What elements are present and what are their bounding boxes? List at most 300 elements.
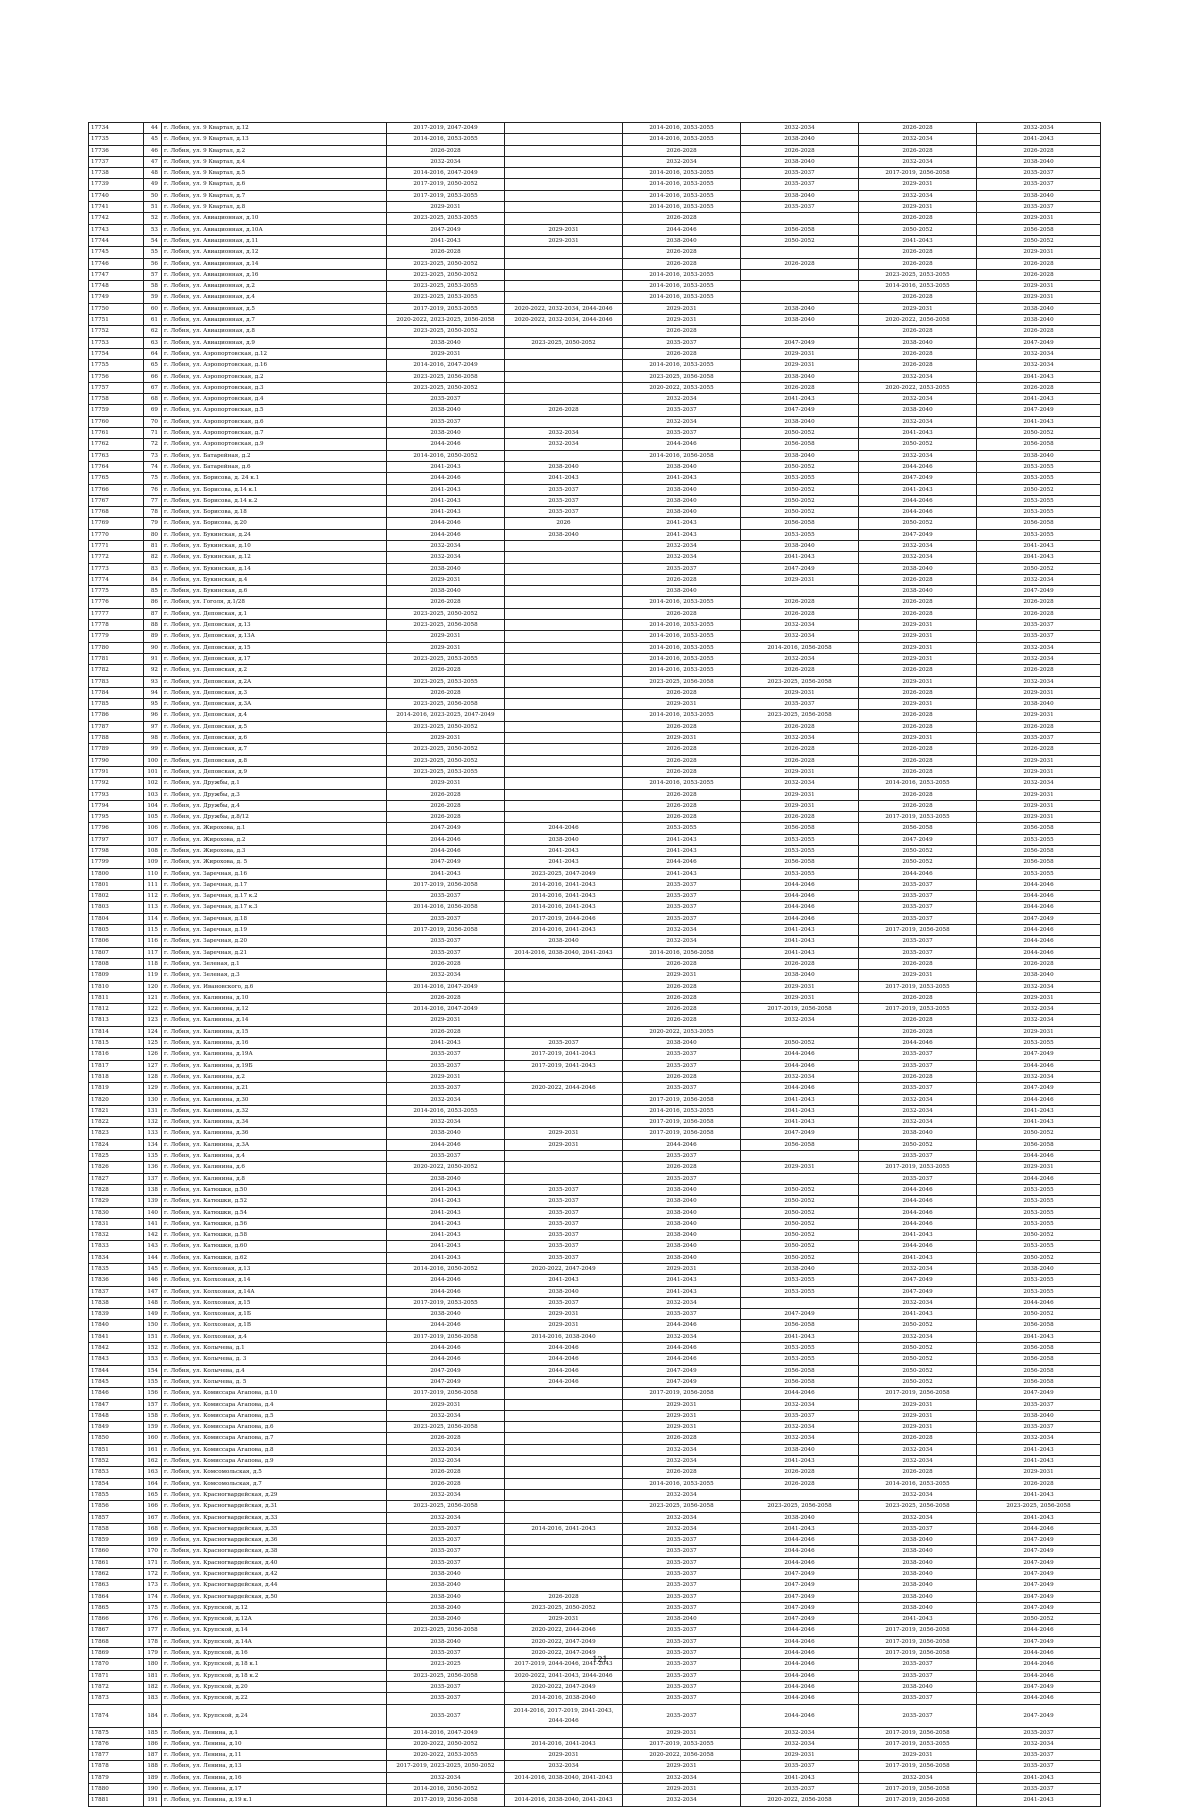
period-cell: 2017-2019, 2041-2043 [505, 1049, 623, 1060]
period-cell: 2050-2052 [859, 1365, 977, 1376]
period-cell: 2032-2034 [977, 360, 1101, 371]
period-cell: 2035-2037 [623, 428, 741, 439]
table-row [89, 733, 1101, 744]
address-cell: г. Лобня, ул. Заречная, д.17 к.2 [162, 891, 387, 902]
address-cell: г. Лобня, ул. 9 Квартал, д.8 [162, 202, 387, 213]
period-cell: 2032-2034 [977, 1004, 1101, 1015]
period-cell [505, 179, 623, 190]
row-number: 175 [144, 1602, 162, 1613]
period-cell [741, 247, 859, 258]
period-cell: 2029-2031 [741, 981, 859, 992]
address-cell: г. Лобня, ул. Аэропортовская, д.9 [162, 439, 387, 450]
period-cell: 2032-2034 [859, 416, 977, 427]
period-cell: 2026-2028 [859, 755, 977, 766]
period-cell: 2044-2046 [977, 1151, 1101, 1162]
table-row [89, 507, 1101, 518]
row-id: 17760 [89, 416, 144, 427]
address-cell: г. Лобня, ул. Колхозная, д.4 [162, 1331, 387, 1342]
row-id: 17795 [89, 812, 144, 823]
address-cell: г. Лобня, ул. Авиационная, д.10А [162, 224, 387, 235]
period-cell: 2044-2046 [977, 879, 1101, 890]
period-cell: 2053-2055 [741, 846, 859, 857]
period-cell: 2014-2016, 2041-2043 [505, 1523, 623, 1534]
table-row [89, 631, 1101, 642]
address-cell: г. Лобня, ул. Борисова, д. 24 к.1 [162, 473, 387, 484]
period-cell: 2035-2037 [977, 733, 1101, 744]
period-cell: 2038-2040 [623, 484, 741, 495]
period-cell: 2044-2046 [977, 925, 1101, 936]
period-cell: 2026-2028 [741, 145, 859, 156]
address-cell: г. Лобня, ул. Авиационная, д.14 [162, 258, 387, 269]
period-cell: 2041-2043 [505, 1275, 623, 1286]
period-cell: 2017-2019, 2053-2055 [859, 981, 977, 992]
row-number: 104 [144, 800, 162, 811]
table-row [89, 1602, 1101, 1613]
period-cell: 2032-2034 [741, 123, 859, 134]
period-cell: 2035-2037 [977, 1761, 1101, 1772]
table-row [89, 348, 1101, 359]
period-cell: 2017-2019, 2056-2058 [623, 1128, 741, 1139]
period-cell: 2035-2037 [387, 1083, 505, 1094]
period-cell: 2044-2046 [623, 1139, 741, 1150]
table-row [89, 190, 1101, 201]
period-cell: 2041-2043 [741, 1094, 859, 1105]
row-number: 75 [144, 473, 162, 484]
period-cell: 2026-2028 [387, 1478, 505, 1489]
period-cell: 2026-2028 [859, 608, 977, 619]
period-cell: 2014-2016, 2053-2055 [623, 360, 741, 371]
period-cell: 2029-2031 [387, 574, 505, 585]
period-cell: 2038-2040 [505, 936, 623, 947]
period-cell: 2014-2016, 2053-2055 [623, 665, 741, 676]
period-cell: 2038-2040 [387, 1602, 505, 1613]
period-cell: 2050-2052 [977, 1614, 1101, 1625]
period-cell: 2032-2034 [387, 1456, 505, 1467]
table-row [89, 1365, 1101, 1376]
period-cell: 2044-2046 [387, 846, 505, 857]
period-cell: 2029-2031 [505, 235, 623, 246]
period-cell [505, 1478, 623, 1489]
row-id: 17806 [89, 936, 144, 947]
row-number: 141 [144, 1218, 162, 1229]
period-cell: 2038-2040 [977, 156, 1101, 167]
row-id: 17803 [89, 902, 144, 913]
period-cell: 2035-2037 [387, 1704, 505, 1727]
period-cell: 2026-2028 [859, 258, 977, 269]
period-cell: 2032-2034 [859, 134, 977, 145]
table-row [89, 405, 1101, 416]
period-cell [505, 1501, 623, 1512]
period-cell: 2023-2025, 2056-2058 [741, 710, 859, 721]
row-id: 17796 [89, 823, 144, 834]
period-cell: 2044-2046 [623, 439, 741, 450]
address-cell: г. Лобня, ул. Колычева, д.4 [162, 1365, 387, 1376]
period-cell: 2050-2052 [977, 1252, 1101, 1263]
period-cell: 2044-2046 [741, 1388, 859, 1399]
address-cell: г. Лобня, ул. Деповская, д.2А [162, 676, 387, 687]
period-cell: 2029-2031 [741, 800, 859, 811]
period-cell [505, 1410, 623, 1421]
row-number: 101 [144, 766, 162, 777]
row-number: 144 [144, 1252, 162, 1263]
row-id: 17834 [89, 1252, 144, 1263]
period-cell: 2035-2037 [623, 1151, 741, 1162]
period-cell: 2017-2019, 2056-2058 [623, 1094, 741, 1105]
period-cell: 2026-2028 [977, 958, 1101, 969]
row-id: 17826 [89, 1162, 144, 1173]
period-cell: 2056-2058 [741, 1320, 859, 1331]
period-cell: 2032-2034 [977, 1015, 1101, 1026]
period-cell: 2017-2019, 2050-2052 [387, 179, 505, 190]
period-cell [505, 958, 623, 969]
period-cell: 2029-2031 [623, 970, 741, 981]
period-cell: 2014-2016, 2053-2055 [623, 179, 741, 190]
row-number: 48 [144, 168, 162, 179]
row-id: 17843 [89, 1354, 144, 1365]
period-cell: 2041-2043 [859, 235, 977, 246]
period-cell: 2035-2037 [623, 1546, 741, 1557]
period-cell: 2026-2028 [741, 1467, 859, 1478]
row-id: 17741 [89, 202, 144, 213]
period-cell [505, 755, 623, 766]
period-cell [505, 563, 623, 574]
row-number: 171 [144, 1557, 162, 1568]
period-cell: 2053-2055 [977, 1286, 1101, 1297]
period-cell: 2026-2028 [623, 812, 741, 823]
table-row [89, 1004, 1101, 1015]
period-cell: 2041-2043 [977, 540, 1101, 551]
period-cell: 2038-2040 [387, 1614, 505, 1625]
period-cell: 2044-2046 [741, 913, 859, 924]
period-cell: 2029-2031 [505, 1309, 623, 1320]
table-row [89, 269, 1101, 280]
table-row [89, 1117, 1101, 1128]
period-cell [505, 676, 623, 687]
period-cell: 2044-2046 [977, 902, 1101, 913]
period-cell: 2020-2022, 2056-2058 [623, 1750, 741, 1761]
period-cell: 2029-2031 [859, 202, 977, 213]
table-row [89, 1015, 1101, 1026]
row-id: 17837 [89, 1286, 144, 1297]
address-cell: г. Лобня, ул. Красногвардейская, д.50 [162, 1591, 387, 1602]
address-cell: г. Лобня, ул. Катюшки, д.62 [162, 1252, 387, 1263]
period-cell: 2035-2037 [741, 1410, 859, 1421]
period-cell: 2029-2031 [977, 1162, 1101, 1173]
period-cell: 2044-2046 [977, 891, 1101, 902]
row-number: 71 [144, 428, 162, 439]
period-cell: 2041-2043 [859, 1230, 977, 1241]
period-cell: 2035-2037 [505, 1196, 623, 1207]
table-row [89, 947, 1101, 958]
row-number: 70 [144, 416, 162, 427]
period-cell: 2014-2016, 2053-2055 [623, 281, 741, 292]
period-cell: 2026-2028 [623, 247, 741, 258]
period-cell: 2029-2031 [977, 292, 1101, 303]
period-cell: 2035-2037 [623, 1060, 741, 1071]
period-cell: 2014-2016, 2053-2055 [623, 597, 741, 608]
address-cell: г. Лобня, ул. Крупской, д.12А [162, 1614, 387, 1625]
period-cell: 2041-2043 [977, 371, 1101, 382]
address-cell: г. Лобня, ул. 9 Квартал, д.12 [162, 123, 387, 134]
period-cell [505, 1784, 623, 1795]
period-cell [505, 326, 623, 337]
period-cell: 2026-2028 [741, 597, 859, 608]
period-cell: 2023-2025, 2050-2052 [387, 258, 505, 269]
period-cell: 2041-2043 [741, 394, 859, 405]
row-id: 17772 [89, 552, 144, 563]
table-row [89, 1196, 1101, 1207]
table-row [89, 1591, 1101, 1602]
table-row [89, 202, 1101, 213]
period-cell: 2026-2028 [859, 326, 977, 337]
table-row [89, 235, 1101, 246]
period-cell: 2020-2022, 2032-2034, 2044-2046 [505, 315, 623, 326]
row-number: 122 [144, 1004, 162, 1015]
period-cell: 2044-2046 [741, 1625, 859, 1636]
address-cell: г. Лобня, ул. Крупской, д.14 [162, 1625, 387, 1636]
period-cell: 2020-2022, 2056-2058 [859, 315, 977, 326]
period-cell: 2044-2046 [387, 473, 505, 484]
period-cell: 2056-2058 [977, 846, 1101, 857]
period-cell: 2053-2055 [977, 1196, 1101, 1207]
address-cell: г. Лобня, ул. Крупской, д.12 [162, 1602, 387, 1613]
period-cell: 2032-2034 [859, 552, 977, 563]
row-id: 17746 [89, 258, 144, 269]
period-cell: 2041-2043 [741, 552, 859, 563]
period-cell: 2014-2016, 2050-2052 [387, 1263, 505, 1274]
row-number: 123 [144, 1015, 162, 1026]
row-id: 17751 [89, 315, 144, 326]
period-cell: 2041-2043 [859, 1614, 977, 1625]
period-cell: 2017-2019, 2056-2058 [623, 1117, 741, 1128]
address-cell: г. Лобня, ул. 9 Квартал, д.13 [162, 134, 387, 145]
period-cell: 2050-2052 [741, 461, 859, 472]
period-cell: 2035-2037 [387, 1546, 505, 1557]
period-cell: 2050-2052 [977, 563, 1101, 574]
table-row [89, 1399, 1101, 1410]
table-row [89, 371, 1101, 382]
period-cell: 2026-2028 [859, 789, 977, 800]
period-cell: 2050-2052 [859, 224, 977, 235]
table-row [89, 563, 1101, 574]
period-cell: 2026-2028 [387, 145, 505, 156]
period-cell: 2023-2025, 2050-2052 [387, 744, 505, 755]
period-cell: 2029-2031 [977, 992, 1101, 1003]
row-id: 17800 [89, 868, 144, 879]
period-cell [505, 1117, 623, 1128]
table-row [89, 1207, 1101, 1218]
table-row [89, 755, 1101, 766]
row-id: 17873 [89, 1693, 144, 1704]
row-number: 136 [144, 1162, 162, 1173]
row-id: 17752 [89, 326, 144, 337]
address-cell: г. Лобня, ул. Жирохова, д. 5 [162, 857, 387, 868]
period-cell [741, 269, 859, 280]
address-cell: г. Лобня, ул. Авиационная, д.5 [162, 303, 387, 314]
period-cell: 2032-2034 [977, 1738, 1101, 1749]
period-cell: 2032-2034 [741, 1727, 859, 1738]
period-cell: 2035-2037 [623, 1681, 741, 1692]
table-row [89, 653, 1101, 664]
period-cell: 2026-2028 [623, 981, 741, 992]
period-cell: 2032-2034 [741, 778, 859, 789]
row-number: 135 [144, 1151, 162, 1162]
period-cell: 2035-2037 [859, 1083, 977, 1094]
table-row [89, 1614, 1101, 1625]
period-cell: 2017-2019, 2056-2058 [623, 1388, 741, 1399]
period-cell: 2026-2028 [505, 405, 623, 416]
row-id: 17835 [89, 1263, 144, 1274]
row-id: 17742 [89, 213, 144, 224]
period-cell: 2032-2034 [859, 1456, 977, 1467]
address-cell: г. Лобня, ул. Калинина, д.8 [162, 1173, 387, 1184]
row-id: 17805 [89, 925, 144, 936]
period-cell: 2035-2037 [741, 1761, 859, 1772]
row-number: 150 [144, 1320, 162, 1331]
period-cell: 2056-2058 [977, 1343, 1101, 1354]
period-cell: 2020-2022, 2050-2052 [387, 1162, 505, 1173]
period-cell: 2038-2040 [977, 315, 1101, 326]
period-cell: 2050-2052 [741, 484, 859, 495]
table-row [89, 1083, 1101, 1094]
period-cell: 2050-2052 [977, 1128, 1101, 1139]
period-cell: 2050-2052 [741, 1184, 859, 1195]
period-cell: 2029-2031 [977, 710, 1101, 721]
address-cell: г. Лобня, ул. Борисова, д.20 [162, 518, 387, 529]
row-number: 57 [144, 269, 162, 280]
table-row [89, 156, 1101, 167]
period-cell: 2014-2016, 2047-2049 [387, 168, 505, 179]
period-cell [505, 778, 623, 789]
period-cell [505, 156, 623, 167]
period-cell [505, 1546, 623, 1557]
address-cell: г. Лобня, ул. Калинина, д.19Б [162, 1060, 387, 1071]
row-number: 172 [144, 1569, 162, 1580]
period-cell: 2044-2046 [977, 1173, 1101, 1184]
row-id: 17759 [89, 405, 144, 416]
address-cell: г. Лобня, ул. Аэропортовская, д.5 [162, 405, 387, 416]
period-cell: 2047-2049 [741, 1602, 859, 1613]
period-cell: 2029-2031 [505, 1614, 623, 1625]
period-cell: 2056-2058 [977, 1365, 1101, 1376]
row-id: 17880 [89, 1784, 144, 1795]
address-cell: г. Лобня, ул. Калинина, д.34 [162, 1117, 387, 1128]
period-cell: 2041-2043 [387, 1230, 505, 1241]
period-cell: 2026-2028 [623, 1071, 741, 1082]
period-cell: 2044-2046 [741, 1083, 859, 1094]
table-row [89, 846, 1101, 857]
period-cell: 2035-2037 [977, 1399, 1101, 1410]
address-cell: г. Лобня, ул. Дружбы, д.4 [162, 800, 387, 811]
period-cell: 2044-2046 [741, 1546, 859, 1557]
period-cell: 2050-2052 [859, 1320, 977, 1331]
address-cell: г. Лобня, ул. Борисова, д.14 к.1 [162, 484, 387, 495]
period-cell [505, 1580, 623, 1591]
row-id: 17799 [89, 857, 144, 868]
period-cell: 2035-2037 [741, 699, 859, 710]
period-cell: 2041-2043 [859, 428, 977, 439]
table-row [89, 1580, 1101, 1591]
period-cell: 2044-2046 [387, 1354, 505, 1365]
period-cell: 2050-2052 [741, 1218, 859, 1229]
table-row [89, 1727, 1101, 1738]
period-cell: 2026-2028 [859, 665, 977, 676]
period-cell: 2035-2037 [623, 902, 741, 913]
period-cell [741, 292, 859, 303]
period-cell: 2053-2055 [977, 507, 1101, 518]
period-cell: 2047-2049 [741, 1591, 859, 1602]
row-id: 17797 [89, 834, 144, 845]
period-cell: 2017-2019, 2056-2058 [859, 168, 977, 179]
period-cell: 2047-2049 [977, 1535, 1101, 1546]
period-cell: 2035-2037 [623, 563, 741, 574]
row-number: 166 [144, 1501, 162, 1512]
row-number: 76 [144, 484, 162, 495]
period-cell: 2032-2034 [623, 1523, 741, 1534]
address-cell: г. Лобня, ул. Заречная, д.16 [162, 868, 387, 879]
row-id: 17754 [89, 348, 144, 359]
table-row [89, 315, 1101, 326]
row-number: 143 [144, 1241, 162, 1252]
address-cell: г. Лобня, ул. Ленина, д.11 [162, 1750, 387, 1761]
period-cell: 2023-2025, 2053-2055 [387, 281, 505, 292]
row-number: 178 [144, 1636, 162, 1647]
period-cell: 2026-2028 [859, 1467, 977, 1478]
address-cell: г. Лобня, ул. Дружбы, д.8/12 [162, 812, 387, 823]
period-cell: 2035-2037 [859, 1173, 977, 1184]
table-row [89, 337, 1101, 348]
table-row [89, 450, 1101, 461]
period-cell: 2023-2025, 2056-2058 [623, 1501, 741, 1512]
period-cell: 2014-2016, 2056-2058 [623, 947, 741, 958]
table-row [89, 518, 1101, 529]
period-cell: 2041-2043 [977, 1795, 1101, 1806]
period-cell: 2056-2058 [977, 439, 1101, 450]
period-cell: 2014-2016, 2017-2019, 2041-2043, 2044-2046 [505, 1704, 623, 1727]
row-id: 17790 [89, 755, 144, 766]
period-cell: 2014-2016, 2041-2043 [505, 879, 623, 890]
period-cell: 2044-2046 [977, 1625, 1101, 1636]
row-number: 125 [144, 1038, 162, 1049]
address-cell: г. Лобня, ул. Комиссара Агапова, д.8 [162, 1444, 387, 1455]
address-cell: г. Лобня, ул. Крупской, д.20 [162, 1681, 387, 1692]
period-cell [741, 1151, 859, 1162]
row-id: 17785 [89, 699, 144, 710]
period-cell: 2026-2028 [387, 687, 505, 698]
row-number: 55 [144, 247, 162, 258]
period-cell: 2014-2016, 2050-2052 [387, 1784, 505, 1795]
period-cell: 2023-2025, 2050-2052 [387, 608, 505, 619]
period-cell: 2032-2034 [505, 428, 623, 439]
period-cell: 2041-2043 [623, 529, 741, 540]
row-number: 109 [144, 857, 162, 868]
row-id: 17753 [89, 337, 144, 348]
period-cell: 2023-2025, 2050-2052 [387, 721, 505, 732]
period-cell: 2026-2028 [623, 258, 741, 269]
row-number: 176 [144, 1614, 162, 1625]
table-row [89, 800, 1101, 811]
period-cell [505, 631, 623, 642]
period-cell: 2041-2043 [505, 473, 623, 484]
row-id: 17782 [89, 665, 144, 676]
period-cell: 2014-2016, 2053-2055 [623, 653, 741, 664]
row-number: 173 [144, 1580, 162, 1591]
period-cell: 2035-2037 [859, 1704, 977, 1727]
period-cell: 2038-2040 [387, 1309, 505, 1320]
period-cell: 2029-2031 [859, 303, 977, 314]
row-id: 17737 [89, 156, 144, 167]
period-cell: 2032-2034 [387, 1410, 505, 1421]
